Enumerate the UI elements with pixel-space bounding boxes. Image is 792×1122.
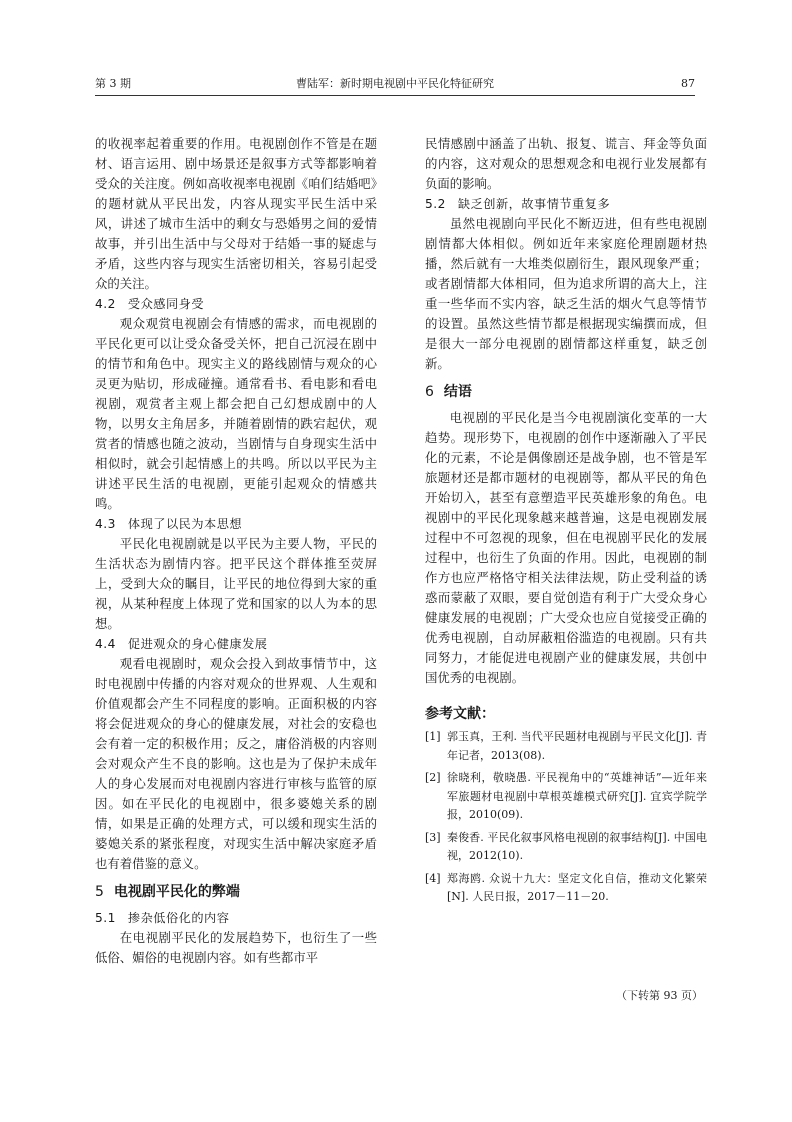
paragraph: 民情感剧中涵盖了出轨、报复、谎言、拜金等负面的内容，这对观众的思想观念和电视行业发展都有负面的影响。 [425,136,707,191]
section-heading-4-3 [95,514,377,534]
reference-text: 徐晓利，敬晓愚. 平民视角中的“英雄神话”—近年来军旅题材电视剧中草根英雄模式研究[J]. 宜宾学院学报，2010(09). [447,771,707,821]
section-heading-5-2 [425,194,707,214]
paragraph: 在电视剧平民化的发展趋势下，也衍生了一些低俗、媚俗的电视剧内容。如有些都市平 [95,930,377,965]
reference-item [425,769,707,825]
paragraph: 虽然电视剧向平民化不断迈进，但有些电视剧剧情都大体相似。例如近年来家庭伦理剧题材热播，然后就有一大堆类似剧衍生，跟风现象严重；或者剧情都大体相同，但为追求所谓的高大上，注重一些华而不实内容，缺乏生活的烟火气息等情节的设置。虽然这些情节都是根据现实编撰而成，但是很大一部分电视剧的剧情都这样重复，缺乏创新。 [425,216,707,371]
left-column [95,134,377,968]
paragraph: 电视剧的平民化是当今电视剧演化变革的一大趋势。现形势下，电视剧的创作中逐渐融入了平民化的元素，不论是偶像剧还是战争剧，也不管是军旅题材还是都市题材的电视剧等，都从平民的角色开始切入，甚至有意塑造平民英雄形象的角色。电视剧中的平民化现象越来越普遍，这是电视剧发展过程中不可忽视的现象，但在电视剧平民化的发展过程中，也衍生了负面的作用。因此，电视剧的制作方也应严格恪守相关法律法规，防止受利益的诱惑而蒙蔽了双眼，要自觉创造有利于广大受众身心健康发展的电视剧；广大受众也应自觉接受正确的优秀电视剧，自动屏蔽粗俗滥造的电视剧。只有共同努力，才能促进电视剧产业的健康发展，共创中国优秀的电视剧。 [425,410,707,685]
section-heading-5 [95,882,377,902]
section-title: 掺杂低俗化的内容 [127,911,230,925]
section-number: 5.2 [425,197,446,211]
reference-number: [2] [425,771,441,784]
header-rule [95,95,695,96]
section-title: 电视剧平民化的弊端 [113,884,240,900]
paragraph: 观看电视剧时，观众会投入到故事情节中，这时电视剧中传播的内容对观众的世界观、人生观和价值观都会产生不同程度的影响。正面积极的内容将会促进观众的身心的健康发展，对社会的安稳也会有着一定的积极作用；反之，庸俗消极的内容则会对观众产生不良的影响。这也是为了保护未成年人的身心发展而对电视剧内容进行审核与监管的原因。如在平民化的电视剧中，很多婆媳关系的剧情，如果是正确的处理方式，可以缓和现实生活的婆媳关系的紧张程度，对现实生活中解决家庭矛盾也有着借鉴的意义。 [95,656,377,871]
section-number: 4.2 [95,297,116,311]
section-number: 5 [95,884,104,900]
section-title: 受众感同身受 [127,297,205,311]
section-heading-4-4 [95,634,377,654]
section-title: 缺乏创新，故事情节重复多 [457,197,611,211]
references-heading: 参考文献： [425,706,495,722]
continued-note: （下转第 93 页） [616,989,703,1002]
reference-item [425,829,707,866]
section-title: 体现了以民为本思想 [127,517,243,531]
right-column [425,134,707,911]
section-title: 结语 [443,384,472,400]
section-number: 5.1 [95,911,116,925]
section-heading-5-1 [95,908,377,928]
page-number: 87 [681,77,695,90]
issue-number: 第 3 期 [95,77,131,90]
section-number: 6 [425,384,434,400]
reference-item [425,728,707,765]
running-header [95,76,695,92]
reference-number: [4] [425,871,441,885]
paragraph: 观众观赏电视剧会有情感的需求，而电视剧的平民化更可以让受众备受关怀，把自己沉浸在剧中的情节和角色中。现实主义的路线剧情与观众的心灵更为贴切，形成碰撞。通常看书、看电影和看电视剧，观赏者主观上都会把自己幻想成剧中的人物，以男女主角居多，并随着剧情的跌宕起伏，观赏者的情感也随之波动，当剧情与自身现实生活中相似时，就会引起情感上的共鸣。所以以平民为主讲述平民生活的电视剧，更能引起观众的情感共鸣。 [95,316,377,511]
paragraph: 平民化电视剧就是以平民为主要人物，平民的生活状态为剧情内容。把平民这个群体推至荧屏上，受到大众的瞩目，让平民的地位得到大家的重视，从某种程度上体现了党和国家的以人为本的思想。 [95,536,377,631]
reference-item [425,870,707,907]
paragraph: 的收视率起着重要的作用。电视剧创作不管是在题材、语言运用、剧中场景还是叙事方式等都影响着受众的关注度。例如高收视率电视剧《咱们结婚吧》的题材就从平民出发，内容从现实平民生活中采风，讲述了城市生活中的剩女与恐婚男之间的爱情故事，并引出生活中与父母对于结婚一事的疑虑与矛盾，这些内容与现实生活密切相关，容易引起受众的关注。 [95,136,377,291]
section-title: 促进观众的身心健康发展 [127,637,268,651]
section-number: 4.3 [95,517,116,531]
reference-text: 秦俊香. 平民化叙事风格电视剧的叙事结构[J]. 中国电视，2012(10). [447,830,707,862]
reference-number: [1] [425,730,441,743]
section-number: 4.4 [95,637,116,651]
reference-text: 郑海鸥. 众说十九大：坚定文化自信，推动文化繁荣[N]. 人民日报，2017－11－20. [447,871,707,903]
section-heading-6 [425,382,707,402]
reference-text: 郭玉真，王利. 当代平民题材电视剧与平民文化[J]. 青年记者，2013(08). [447,730,707,762]
reference-number: [3] [425,830,441,844]
running-title: 曹陆军：新时期电视剧中平民化特征研究 [296,77,494,90]
section-heading-4-2 [95,294,377,314]
